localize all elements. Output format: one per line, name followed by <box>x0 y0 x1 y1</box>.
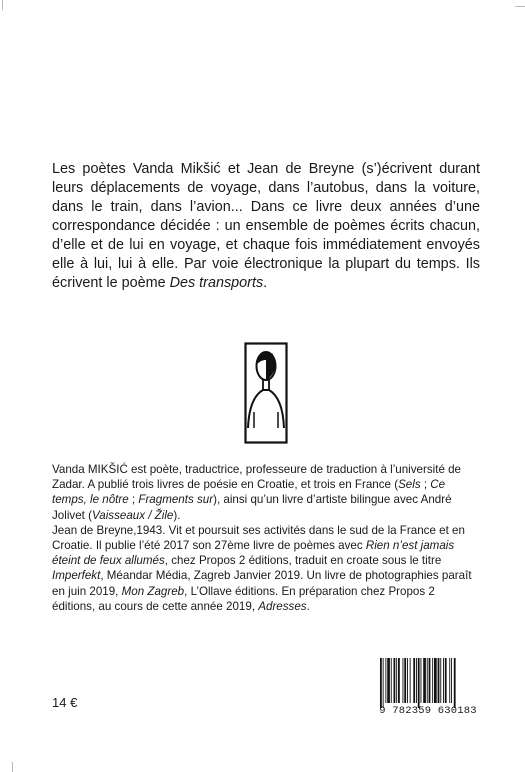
price: 14 € <box>52 695 78 710</box>
barcode-bar <box>410 658 411 703</box>
barcode-bar <box>445 658 447 703</box>
barcode-bar <box>429 658 431 703</box>
author-bios <box>52 462 476 614</box>
bio-text: Jean de Breyne,1943. Vit et poursuit ses activités dans le sud de la France et en Croatie. Il publie l’été 2017 son 27ème livre de poèmes avec <box>52 523 465 553</box>
bio-text: , Méandar Média, Zagreb Janvier 2019. Un livre de photographies paraît en juin 2019, <box>52 569 472 598</box>
barcode-bar <box>385 658 386 703</box>
barcode-bar <box>416 658 417 703</box>
barcode-bar <box>413 658 415 703</box>
barcode-bar <box>421 658 422 703</box>
book-title: Vaisseaux / Žile <box>91 508 174 522</box>
blurb-text: Les poètes Vanda Mikšić et Jean de Breyne (s’)écrivent durant leurs déplacements de voyage, dans l’autobus, dans la voiture, dans le train, dans l’avion... Dans ce livre deux années d’une correspondance décidée : un ensemble de poèmes écrits chacun, d’elle et de lui en voyage, et chaque fois immédiatement envoyés elle à lui, lui à elle. Par voie électronique la plupart du temps. Ils écrivent le poème <box>52 161 480 291</box>
book-title: Imperfekt <box>52 569 101 583</box>
bio-jean-de-breyne <box>52 523 476 614</box>
barcode-bar <box>418 658 420 708</box>
barcode-bar <box>423 658 426 703</box>
crop-mark-bottom-left <box>12 762 13 772</box>
bio-text: ; <box>128 493 139 507</box>
bio-vanda-miksic <box>52 462 476 523</box>
barcode-bar <box>443 658 444 703</box>
barcode-bar <box>380 658 382 708</box>
barcode-bar <box>438 658 440 703</box>
barcode-bar <box>449 658 450 703</box>
crop-mark-top-left <box>2 0 3 10</box>
blurb-end: . <box>263 275 268 291</box>
book-title: Fragments sur <box>138 493 214 507</box>
barcode-bar <box>432 658 433 703</box>
barcode-bar <box>398 658 400 703</box>
book-title: Mon Zagreb <box>121 584 185 598</box>
bio-text: . <box>306 599 310 613</box>
barcode-bar <box>404 658 406 703</box>
bio-text: ). <box>173 508 181 522</box>
barcode-bar <box>396 658 397 703</box>
barcode-bar <box>383 658 384 708</box>
crop-mark-right-top <box>515 6 525 7</box>
illustration-bust-drawing <box>244 342 288 444</box>
barcode-bar <box>440 658 441 703</box>
barcode-bar <box>454 658 456 708</box>
bio-text: ; <box>420 478 431 492</box>
barcode-bar <box>387 658 390 703</box>
barcode-bar <box>451 658 452 703</box>
book-title: Adresses <box>258 599 307 613</box>
barcode-bar <box>403 658 404 703</box>
back-cover-blurb <box>52 160 480 293</box>
barcode-bar <box>394 658 396 703</box>
barcode-bar <box>407 658 408 703</box>
book-title: Rien n’est jamais éteint de feux allumés <box>52 539 455 568</box>
bio-text: , chez Propos 2 éditions, traduit en croate sous le titre <box>164 554 442 568</box>
book-title: Sels <box>398 478 421 492</box>
barcode-bar <box>391 658 392 703</box>
bio-text: , L’Ollave éditions. En préparation chez Propos 2 éditions, au cours de cette année 2019, <box>52 584 435 613</box>
blurb-title: Des transports <box>169 275 264 291</box>
barcode-bar <box>434 658 437 703</box>
bio-text: Vanda MIKŠIĆ est poète, traductrice, professeure de traduction à l’université de Zadar. A publié trois livres de poésie en Croatie, et trois en France ( <box>52 463 462 492</box>
isbn-barcode <box>378 658 478 712</box>
book-title: Ce temps, le nôtre <box>52 478 446 507</box>
bio-text: ), ainsi qu’un livre d’artiste bilingue avec André Jolivet ( <box>52 493 452 522</box>
isbn-number: 9 782359 630183 <box>379 705 477 717</box>
barcode-bar <box>427 658 428 703</box>
